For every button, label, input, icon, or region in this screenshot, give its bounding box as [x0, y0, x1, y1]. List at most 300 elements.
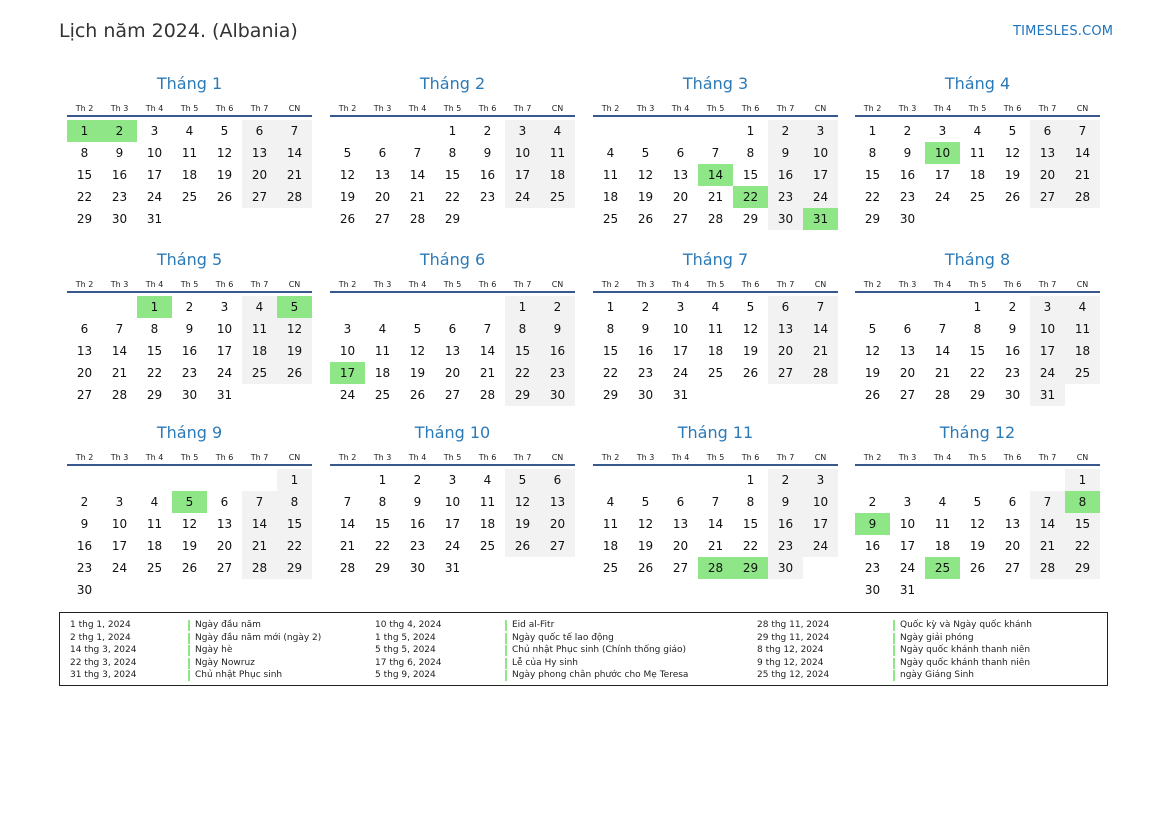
empty-cell — [890, 469, 925, 491]
day-cell: 15 — [1065, 513, 1100, 535]
day-cell: 30 — [768, 557, 803, 579]
day-cell: 8 — [150, 322, 159, 336]
empty-cell — [995, 469, 1030, 491]
weekday-label: Th 3 — [636, 280, 655, 289]
day-cell: 29 — [602, 388, 619, 402]
day-cell: 16 — [479, 168, 496, 182]
day-cell: 5 — [973, 495, 982, 509]
day-cell: 10 — [672, 322, 689, 336]
day-cell: 15 — [505, 340, 540, 362]
day-cell: 28 — [1030, 557, 1065, 579]
day-cell: 29 — [76, 212, 93, 226]
holiday-day-cell: 1 — [67, 120, 102, 142]
day-cell: 3 — [448, 473, 457, 487]
weekday-label: Th 3 — [373, 280, 392, 289]
legend-row — [375, 632, 614, 645]
day-cell: 17 — [146, 168, 163, 182]
weekday-label: Th 7 — [250, 104, 269, 113]
day-grid — [855, 296, 1100, 406]
legend-row — [70, 619, 261, 632]
day-cell: 6 — [1008, 495, 1017, 509]
day-cell: 15 — [146, 344, 163, 358]
day-cell: 16 — [76, 539, 93, 553]
day-cell: 9 — [768, 491, 803, 513]
day-cell: 14 — [479, 344, 496, 358]
weekday-label: Th 5 — [968, 453, 987, 462]
weekday-label: Th 4 — [933, 104, 952, 113]
weekday-label: Th 3 — [110, 280, 129, 289]
month-calendar — [855, 249, 1100, 406]
day-cell: 30 — [768, 208, 803, 230]
day-cell: 23 — [409, 539, 426, 553]
day-cell: 15 — [76, 168, 93, 182]
day-cell: 26 — [969, 561, 986, 575]
empty-cell — [365, 120, 400, 142]
day-cell: 27 — [444, 388, 461, 402]
weekday-header — [593, 444, 838, 466]
day-cell: 25 — [602, 212, 619, 226]
day-cell: 14 — [277, 142, 312, 164]
day-cell: 20 — [1004, 539, 1021, 553]
legend-date: 1 thg 1, 2024 — [70, 620, 131, 630]
day-cell: 24 — [111, 561, 128, 575]
day-cell: 15 — [742, 517, 759, 531]
day-cell: 26 — [181, 561, 198, 575]
empty-cell — [663, 120, 698, 142]
month-title: Tháng 12 — [939, 423, 1016, 442]
day-cell: 23 — [864, 561, 881, 575]
day-cell: 8 — [448, 146, 457, 160]
day-cell: 26 — [742, 366, 759, 380]
day-cell: 13 — [768, 318, 803, 340]
day-cell: 2 — [768, 120, 803, 142]
weekday-label: Th 2 — [75, 280, 94, 289]
day-cell: 5 — [1008, 124, 1017, 138]
month-title: Tháng 8 — [944, 250, 1011, 269]
day-cell: 4 — [938, 495, 947, 509]
day-cell: 31 — [216, 388, 233, 402]
day-cell: 10 — [339, 344, 356, 358]
day-cell: 20 — [76, 366, 93, 380]
day-cell: 13 — [1030, 142, 1065, 164]
day-cell: 15 — [374, 517, 391, 531]
day-cell: 25 — [242, 362, 277, 384]
day-cell: 28 — [409, 212, 426, 226]
day-cell: 7 — [343, 495, 352, 509]
weekday-label: Th 5 — [968, 104, 987, 113]
weekday-label: CN — [288, 280, 301, 289]
day-cell: 17 — [505, 164, 540, 186]
day-cell: 21 — [339, 539, 356, 553]
month-calendar — [855, 422, 1100, 601]
weekday-label: Th 5 — [706, 280, 725, 289]
weekday-label: Th 7 — [513, 453, 532, 462]
day-cell: 18 — [934, 539, 951, 553]
legend-holiday-name: Ngày giải phóng — [893, 633, 974, 644]
day-cell: 10 — [216, 322, 233, 336]
day-cell: 25 — [374, 388, 391, 402]
day-cell: 4 — [711, 300, 720, 314]
day-cell: 16 — [899, 168, 916, 182]
day-cell: 10 — [899, 517, 916, 531]
day-cell: 30 — [637, 388, 654, 402]
day-cell: 7 — [803, 296, 838, 318]
day-cell: 13 — [540, 491, 575, 513]
day-cell: 24 — [803, 186, 838, 208]
day-cell: 22 — [146, 366, 163, 380]
day-cell: 18 — [479, 517, 496, 531]
legend-date: 1 thg 5, 2024 — [375, 632, 436, 643]
weekday-label: Th 2 — [75, 104, 94, 113]
holiday-day-cell: 17 — [330, 362, 365, 384]
day-cell: 20 — [374, 190, 391, 204]
weekday-label: Th 4 — [933, 280, 952, 289]
weekday-label: Th 4 — [145, 104, 164, 113]
day-cell: 26 — [637, 212, 654, 226]
day-cell: 16 — [540, 340, 575, 362]
weekday-label: Th 5 — [180, 104, 199, 113]
day-cell: 27 — [1004, 561, 1021, 575]
day-cell: 9 — [540, 318, 575, 340]
day-cell: 17 — [444, 517, 461, 531]
weekday-label: Th 4 — [933, 453, 952, 462]
legend-date: 22 thg 3, 2024 — [70, 657, 137, 668]
day-cell: 26 — [864, 388, 881, 402]
legend-date: 5 thg 9, 2024 — [375, 670, 436, 681]
day-cell: 21 — [934, 366, 951, 380]
day-cell: 4 — [150, 495, 159, 509]
day-cell: 6 — [768, 296, 803, 318]
month-calendar — [855, 73, 1100, 230]
day-cell: 10 — [803, 142, 838, 164]
day-cell: 11 — [707, 322, 724, 336]
day-cell: 21 — [803, 340, 838, 362]
day-cell: 11 — [181, 146, 198, 160]
day-cell: 25 — [602, 561, 619, 575]
weekday-label: Th 5 — [443, 280, 462, 289]
empty-cell — [628, 469, 663, 491]
day-cell: 28 — [803, 362, 838, 384]
day-cell: 21 — [479, 366, 496, 380]
weekday-label: Th 3 — [110, 453, 129, 462]
weekday-label: Th 5 — [706, 453, 725, 462]
holiday-day-cell: 22 — [733, 186, 768, 208]
legend-date: 10 thg 4, 2024 — [375, 620, 442, 630]
weekday-label: Th 4 — [145, 280, 164, 289]
day-cell: 20 — [242, 164, 277, 186]
day-cell: 14 — [111, 344, 128, 358]
weekday-label: Th 2 — [863, 453, 882, 462]
day-cell: 27 — [242, 186, 277, 208]
empty-cell — [102, 469, 137, 491]
day-cell: 5 — [220, 124, 229, 138]
day-cell: 24 — [339, 388, 356, 402]
day-cell: 2 — [80, 495, 89, 509]
day-cell: 29 — [864, 212, 881, 226]
day-cell: 7 — [242, 491, 277, 513]
weekday-label: Th 6 — [478, 453, 497, 462]
day-cell: 27 — [1030, 186, 1065, 208]
day-cell: 24 — [146, 190, 163, 204]
day-cell: 12 — [216, 146, 233, 160]
day-cell: 28 — [934, 388, 951, 402]
day-cell: 30 — [181, 388, 198, 402]
day-cell: 1 — [746, 473, 755, 487]
day-cell: 26 — [339, 212, 356, 226]
legend-date: 31 thg 3, 2024 — [70, 670, 137, 681]
month-title: Tháng 4 — [944, 74, 1011, 93]
day-cell: 21 — [707, 539, 724, 553]
day-cell: 12 — [637, 517, 654, 531]
weekday-label: Th 4 — [408, 453, 427, 462]
empty-cell — [67, 469, 102, 491]
weekday-label: Th 6 — [1003, 453, 1022, 462]
day-cell: 3 — [505, 120, 540, 142]
day-cell: 4 — [606, 495, 615, 509]
day-cell: 7 — [711, 495, 720, 509]
day-cell: 30 — [864, 583, 881, 597]
empty-cell — [400, 296, 435, 318]
day-cell: 9 — [903, 146, 912, 160]
holiday-day-cell: 5 — [277, 296, 312, 318]
day-cell: 7 — [115, 322, 124, 336]
day-cell: 13 — [672, 517, 689, 531]
day-cell: 5 — [413, 322, 422, 336]
legend-row — [70, 657, 255, 670]
day-cell: 16 — [1004, 344, 1021, 358]
day-cell: 28 — [1065, 186, 1100, 208]
day-cell: 7 — [277, 120, 312, 142]
day-cell: 22 — [277, 535, 312, 557]
day-cell: 25 — [181, 190, 198, 204]
day-cell: 9 — [115, 146, 124, 160]
day-cell: 1 — [606, 300, 615, 314]
day-cell: 19 — [637, 539, 654, 553]
weekday-label: Th 2 — [75, 453, 94, 462]
day-cell: 16 — [111, 168, 128, 182]
weekday-header — [67, 95, 312, 117]
day-cell: 17 — [1030, 340, 1065, 362]
day-cell: 23 — [1004, 366, 1021, 380]
day-cell: 4 — [185, 124, 194, 138]
month-calendar — [593, 73, 838, 230]
day-cell: 25 — [707, 366, 724, 380]
day-cell: 12 — [637, 168, 654, 182]
day-cell: 3 — [803, 120, 838, 142]
day-grid — [67, 469, 312, 601]
day-cell: 12 — [409, 344, 426, 358]
day-cell: 20 — [768, 340, 803, 362]
day-cell: 3 — [803, 469, 838, 491]
day-cell: 24 — [899, 561, 916, 575]
weekday-label: Th 6 — [741, 453, 760, 462]
day-cell: 15 — [969, 344, 986, 358]
day-grid — [855, 120, 1100, 230]
day-cell: 30 — [899, 212, 916, 226]
day-cell: 28 — [277, 186, 312, 208]
legend-row — [757, 632, 974, 645]
day-cell: 12 — [742, 322, 759, 336]
day-cell: 5 — [746, 300, 755, 314]
day-cell: 9 — [80, 517, 89, 531]
holiday-day-cell: 10 — [925, 142, 960, 164]
day-cell: 6 — [80, 322, 89, 336]
day-cell: 27 — [76, 388, 93, 402]
day-cell: 16 — [768, 164, 803, 186]
weekday-label: Th 2 — [601, 453, 620, 462]
empty-cell — [593, 120, 628, 142]
weekday-label: Th 2 — [601, 104, 620, 113]
day-cell: 1 — [378, 473, 387, 487]
legend-row — [70, 669, 283, 682]
day-cell: 22 — [602, 366, 619, 380]
day-cell: 13 — [672, 168, 689, 182]
day-cell: 21 — [409, 190, 426, 204]
weekday-label: Th 7 — [250, 453, 269, 462]
month-title: Tháng 5 — [156, 250, 223, 269]
empty-cell — [330, 469, 365, 491]
day-grid — [593, 296, 838, 406]
day-cell: 14 — [339, 517, 356, 531]
day-cell: 13 — [374, 168, 391, 182]
day-cell: 6 — [448, 322, 457, 336]
day-cell: 23 — [111, 190, 128, 204]
weekday-label: CN — [814, 280, 827, 289]
day-cell: 30 — [76, 583, 93, 597]
day-cell: 12 — [505, 491, 540, 513]
day-cell: 31 — [146, 212, 163, 226]
day-cell: 2 — [413, 473, 422, 487]
day-grid — [855, 469, 1100, 601]
day-cell: 25 — [969, 190, 986, 204]
weekday-label: CN — [551, 280, 564, 289]
day-cell: 4 — [483, 473, 492, 487]
day-cell: 24 — [803, 535, 838, 557]
day-cell: 29 — [374, 561, 391, 575]
weekday-label: CN — [551, 104, 564, 113]
day-cell: 14 — [1030, 513, 1065, 535]
weekday-label: Th 7 — [513, 104, 532, 113]
holiday-day-cell: 1 — [137, 296, 172, 318]
month-calendar — [330, 422, 575, 579]
day-cell: 20 — [1030, 164, 1065, 186]
holiday-day-cell: 25 — [925, 557, 960, 579]
day-grid — [330, 469, 575, 579]
day-cell: 22 — [444, 190, 461, 204]
legend-holiday-name: Quốc kỳ và Ngày quốc khánh — [893, 620, 1032, 631]
weekday-header — [855, 271, 1100, 293]
legend-row — [375, 644, 687, 657]
weekday-label: Th 3 — [636, 104, 655, 113]
weekday-label: Th 7 — [1038, 280, 1057, 289]
day-cell: 22 — [1065, 535, 1100, 557]
day-cell: 20 — [444, 366, 461, 380]
weekday-label: Th 5 — [180, 280, 199, 289]
day-cell: 31 — [672, 388, 689, 402]
legend-row — [757, 669, 975, 682]
day-cell: 11 — [969, 146, 986, 160]
empty-cell — [470, 296, 505, 318]
day-cell: 23 — [768, 186, 803, 208]
day-cell: 17 — [216, 344, 233, 358]
day-cell: 24 — [672, 366, 689, 380]
holiday-day-cell: 2 — [102, 120, 137, 142]
site-link[interactable]: TIMESLES.COM — [1013, 24, 1114, 39]
day-cell: 19 — [505, 513, 540, 535]
empty-cell — [435, 296, 470, 318]
legend-holiday-name: Ngày quốc khánh thanh niên — [893, 658, 1030, 669]
day-cell: 30 — [111, 212, 128, 226]
day-cell: 29 — [969, 388, 986, 402]
day-cell: 3 — [220, 300, 229, 314]
empty-cell — [67, 296, 102, 318]
day-cell: 25 — [540, 186, 575, 208]
legend-row — [757, 619, 1032, 632]
day-cell: 20 — [899, 366, 916, 380]
day-cell: 1 — [448, 124, 457, 138]
weekday-label: Th 7 — [1038, 453, 1057, 462]
day-cell: 12 — [339, 168, 356, 182]
legend-column — [70, 619, 322, 682]
day-cell: 10 — [444, 495, 461, 509]
legend-row — [375, 657, 578, 670]
day-cell: 26 — [505, 535, 540, 557]
day-cell: 9 — [641, 322, 650, 336]
day-cell: 2 — [185, 300, 194, 314]
empty-cell — [663, 469, 698, 491]
empty-cell — [242, 469, 277, 491]
empty-cell — [330, 120, 365, 142]
day-cell: 22 — [76, 190, 93, 204]
weekday-label: Th 7 — [776, 104, 795, 113]
legend-date: 9 thg 12, 2024 — [757, 657, 824, 668]
day-cell: 14 — [1065, 142, 1100, 164]
weekday-label: Th 6 — [741, 104, 760, 113]
day-cell: 8 — [606, 322, 615, 336]
weekday-label: Th 6 — [215, 453, 234, 462]
day-cell: 27 — [374, 212, 391, 226]
day-cell: 8 — [378, 495, 387, 509]
weekday-label: Th 5 — [968, 280, 987, 289]
month-calendar — [593, 249, 838, 406]
day-cell: 29 — [277, 557, 312, 579]
day-cell: 6 — [242, 120, 277, 142]
month-calendar — [330, 73, 575, 230]
weekday-label: Th 3 — [898, 453, 917, 462]
day-cell: 4 — [1065, 296, 1100, 318]
weekday-label: Th 4 — [408, 104, 427, 113]
holiday-day-cell: 29 — [733, 557, 768, 579]
month-title: Tháng 11 — [677, 423, 754, 442]
legend-date: 2 thg 1, 2024 — [70, 632, 131, 643]
day-cell: 28 — [479, 388, 496, 402]
day-cell: 4 — [540, 120, 575, 142]
day-cell: 6 — [220, 495, 229, 509]
weekday-label: CN — [1076, 453, 1089, 462]
day-cell: 21 — [277, 164, 312, 186]
day-cell: 9 — [185, 322, 194, 336]
day-cell: 5 — [641, 146, 650, 160]
legend-date: 17 thg 6, 2024 — [375, 657, 442, 668]
day-cell: 24 — [1030, 362, 1065, 384]
day-cell: 18 — [181, 168, 198, 182]
month-title: Tháng 3 — [682, 74, 749, 93]
legend-holiday-name: Eid al-Fitr — [505, 620, 554, 631]
weekday-header — [67, 444, 312, 466]
holiday-day-cell: 5 — [172, 491, 207, 513]
day-cell: 18 — [1065, 340, 1100, 362]
day-cell: 27 — [672, 212, 689, 226]
